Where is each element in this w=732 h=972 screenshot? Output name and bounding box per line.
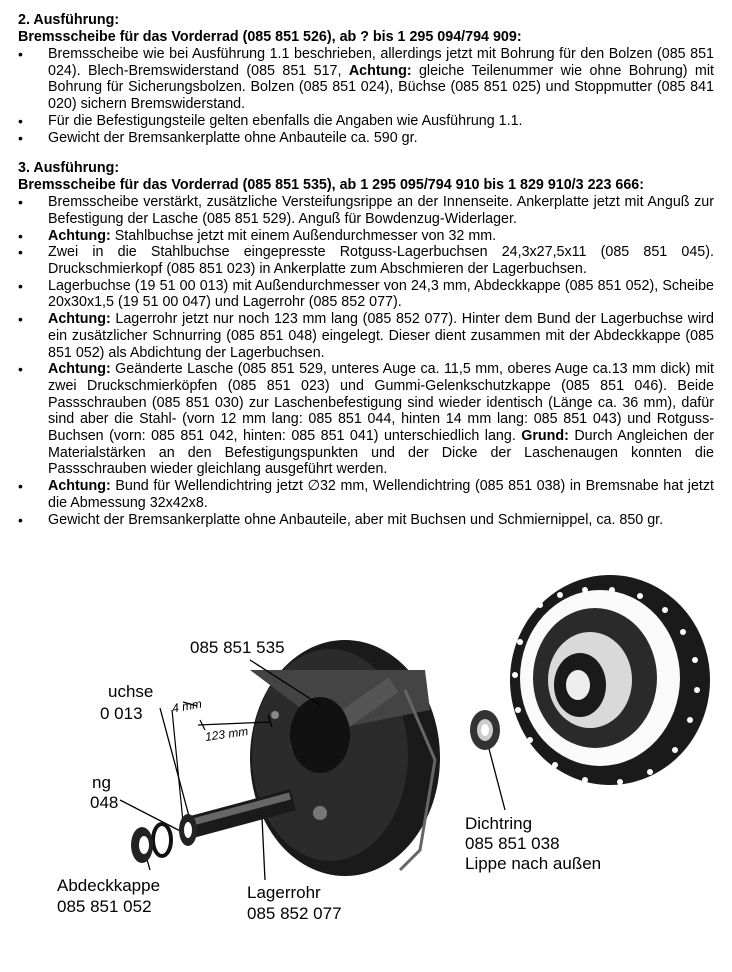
label-dimension-123mm: 123 mm	[204, 724, 250, 744]
emphasis-label: Grund:	[521, 428, 569, 445]
bullet-text: Für die Befestigungsteile gelten ebenfalls die Angaben wie Ausführung 1.1.	[48, 112, 523, 129]
label-bushing-number-partial: 0 013	[100, 704, 143, 723]
label-cover-cap-number: 085 851 052	[57, 897, 152, 916]
bullet-item	[18, 278, 714, 311]
label-bearing-tube-number: 085 852 077	[247, 904, 342, 923]
cover-cap	[131, 827, 153, 863]
label-dimension-4mm: 4 mm	[170, 696, 203, 716]
label-brake-plate-number: 085 851 535	[190, 638, 285, 657]
emphasis-label: Achtung:	[48, 311, 111, 328]
bullet-text: Gewicht der Bremsankerplatte ohne Anbauteile ca. 590 gr.	[48, 129, 418, 146]
bullet-item	[18, 228, 714, 245]
section-subtitle: Bremsscheibe für das Vorderrad (085 851 535), ab 1 295 095/794 910 bis 1 829 910/3 223 666:	[18, 177, 645, 194]
section-title: 2. Ausführung:	[18, 12, 120, 28]
emphasis-label: Achtung:	[48, 361, 111, 378]
document-body	[18, 12, 714, 542]
wheel-hub	[510, 575, 710, 785]
section-title: 3. Ausführung:	[18, 160, 120, 177]
bullet-text: Lagerbuchse (19 51 00 013) mit Außendurchmesser von 24,3 mm, Abdeckkappe (085 851 052), Scheibe 20x30x1,5 (19 51 00 047) und Lagerrohr (085 852 077).	[48, 277, 714, 311]
bullet-list	[18, 194, 714, 528]
bullet-text: Geänderte Lasche (085 851 529, unteres Auge ca. 11,5 mm, oberes Auge ca.13 mm dick) mit zwei Druckschmierköpfen (085 851 023) und Gummi-Gelenkschutzkappe (085 851 046). Beide Passschrauben (085 851 030) zur Laschenbefestigung sind wieder identisch (Länge ca. 36 mm), dafür sind aber die Stahl- (vorn 12 mm lang: 085 851 044, hinten 14 mm lang: 085 851 043) und Rotguss-Buchsen (vorn: 085 851 042, hinten: 085 851 041) unterschiedlich lang.	[48, 361, 714, 445]
bullet-item	[18, 311, 714, 361]
bullet-item	[18, 46, 714, 113]
bullet-text: Stahlbuchse jetzt mit einem Außendurchmesser von 32 mm.	[110, 227, 497, 244]
bullet-text: Durch Angleichen der Materialstärken an den Befestigungspunkten und der Dicke der Laschenaugen konnten die Passschrauben wieder gleichlang ausgeführt werden.	[48, 428, 714, 478]
bullet-text: Bremsscheibe verstärkt, zusätzliche Versteifungsrippe an der Innenseite. Ankerplatte jetzt mit Anguß zur Befestigung der Lasche (085 851 529). Anguß für Bowdenzug-Widerlager.	[48, 194, 714, 227]
bullet-item	[18, 194, 714, 227]
label-seal-number: 085 851 038	[465, 834, 560, 853]
label-ring-name-partial: ng	[92, 773, 111, 792]
bullet-item	[18, 478, 714, 511]
section-3	[18, 160, 714, 528]
label-seal-note: Lippe nach außen	[465, 854, 602, 873]
label-cover-cap-name: Abdeckkappe	[57, 876, 161, 895]
label-ring-number-partial: 048	[90, 793, 119, 812]
bullet-item	[18, 113, 714, 130]
bullet-item	[18, 130, 714, 147]
bullet-text: Lagerrohr jetzt nur noch 123 mm lang (085 852 077). Hinter dem Bund der Lagerbuchse wird ein zusätzlicher Schnurring (085 851 048) eingelegt. Dieser dient zusammen mit der Abdeckkappe (085 851 052) als Abdichtung der Lagerbuchsen.	[48, 311, 714, 361]
bullet-text: Bund für Wellendichtring jetzt ∅32 mm, Wellendichtring (085 851 038) in Bremsnabe hat jetzt die Abmessung 32x42x8.	[48, 478, 714, 511]
label-bearing-tube-name: Lagerrohr	[247, 883, 321, 902]
emphasis-label: Achtung:	[348, 62, 412, 79]
section-subtitle: Bremsscheibe für das Vorderrad (085 851 526), ab ? bis 1 295 094/794 909:	[18, 29, 522, 45]
bullet-text: Bremsscheibe wie bei Ausführung 1.1 beschrieben, allerdings jetzt mit Bohrung für den Bolzen (085 851 024). Blech-Bremswiderstand (085 851 517,	[48, 46, 714, 79]
emphasis-label: Achtung:	[48, 227, 111, 244]
bearing-bushing	[179, 814, 197, 846]
bullet-item	[18, 244, 714, 277]
bullet-text: Gewicht der Bremsankerplatte ohne Anbauteile, aber mit Buchsen und Schmiernippel, ca. 850 gr.	[48, 511, 664, 528]
bullet-item	[18, 361, 714, 478]
label-seal-name: Dichtring	[465, 814, 533, 833]
cord-ring	[153, 824, 171, 856]
bullet-text: Zwei in die Stahlbuchse eingepresste Rotguss-Lagerbuchsen 24,3x27,5x11 (085 851 045). Druckschmierkopf (085 851 023) in Ankerplatte zum Abschmieren der Lagerbuchsen.	[48, 244, 714, 278]
parts-illustration	[0, 560, 732, 967]
bullet-text: gleiche Teilenummer wie ohne Bohrung) mit Bohrung für Sicherungsbolzen. Bolzen (085 851 024), Büchse (085 851 025) und Stoppmutter (085 841 020) sichern Bremswiderstand.	[48, 62, 714, 113]
bullet-item	[18, 512, 714, 529]
label-bushing-name-partial: uchse	[108, 682, 154, 701]
seal-ring	[470, 710, 500, 750]
brake-anchor-plate	[250, 640, 440, 876]
section-2	[18, 12, 714, 146]
emphasis-label: Achtung:	[48, 478, 111, 495]
bullet-list	[18, 46, 714, 146]
